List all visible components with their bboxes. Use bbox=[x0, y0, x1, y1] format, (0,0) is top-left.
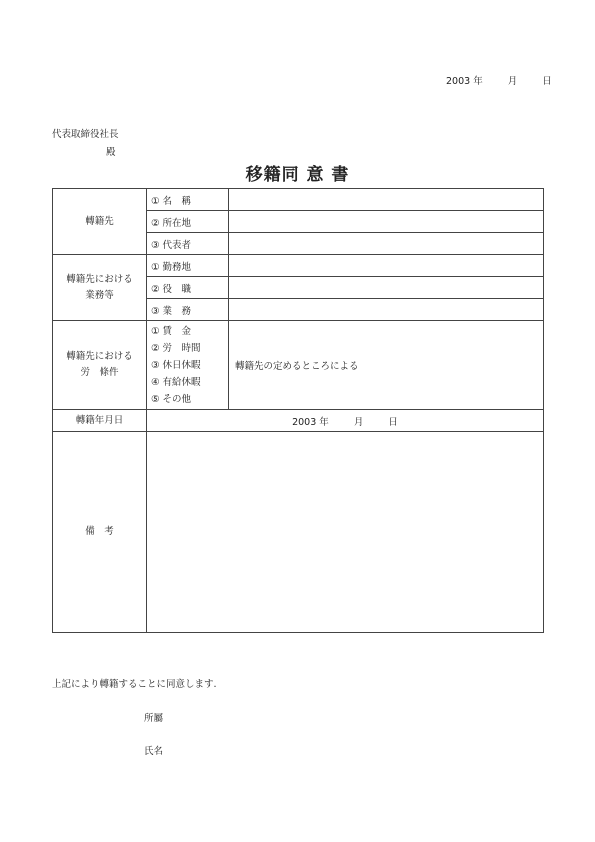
date-year: 2003 年 bbox=[446, 76, 483, 87]
position-field[interactable] bbox=[229, 277, 544, 299]
conditions-label bbox=[53, 321, 147, 410]
duties-label bbox=[53, 255, 147, 321]
conditions-items bbox=[147, 321, 229, 410]
duty-field[interactable] bbox=[229, 299, 544, 321]
name-label: 氏名 bbox=[144, 746, 164, 757]
affiliation-label: 所屬 bbox=[144, 713, 164, 724]
condition-item-holidays: ③ 休日休暇 bbox=[151, 359, 201, 371]
destination-name-field[interactable] bbox=[229, 189, 544, 211]
condition-item-other: ⑤ その他 bbox=[151, 393, 192, 405]
table-row bbox=[53, 321, 544, 410]
condition-item-hours: ② 労 時間 bbox=[151, 342, 201, 354]
remarks-field[interactable] bbox=[147, 432, 544, 633]
document-date bbox=[446, 73, 552, 87]
transfer-date-label: 轉籍年月日 bbox=[53, 410, 147, 432]
transfer-date-year: 2003 年 bbox=[292, 416, 329, 428]
honorific: 殿 bbox=[106, 147, 116, 158]
conditions-label-line1: 轉籍先における bbox=[66, 351, 133, 362]
transfer-date-month: 月 bbox=[353, 416, 364, 428]
table-row bbox=[53, 255, 544, 277]
destination-representative-label: ③ 代表者 bbox=[147, 233, 229, 255]
condition-item-paid-leave: ④ 有給休暇 bbox=[151, 376, 201, 388]
duties-label-line2: 業務等 bbox=[85, 289, 114, 301]
conditions-label-line2: 労 條件 bbox=[80, 367, 119, 378]
date-month: 月 bbox=[507, 76, 518, 87]
conditions-value: 轉籍先の定めるところによる bbox=[229, 321, 544, 410]
date-day: 日 bbox=[542, 76, 552, 87]
destination-name-label: ① 名 稱 bbox=[147, 189, 229, 211]
workplace-field[interactable] bbox=[229, 255, 544, 277]
workplace-label: ① 勤務地 bbox=[147, 255, 229, 277]
condition-item-wages: ① 賃 金 bbox=[151, 325, 192, 337]
destination-representative-field[interactable] bbox=[229, 233, 544, 255]
consent-statement: 上記により轉籍することに同意します. bbox=[52, 679, 217, 690]
table-row bbox=[53, 432, 544, 633]
consent-form-table bbox=[52, 188, 544, 633]
duties-label-line1: 轉籍先における bbox=[66, 273, 133, 285]
transfer-date-field[interactable] bbox=[147, 410, 544, 432]
destination-address-label: ② 所在地 bbox=[147, 211, 229, 233]
table-row bbox=[53, 410, 544, 432]
remarks-label: 備 考 bbox=[53, 432, 147, 633]
position-label: ② 役 職 bbox=[147, 277, 229, 299]
addressee: 代表取締役社長 bbox=[52, 129, 119, 140]
duty-label: ③ 業 務 bbox=[147, 299, 229, 321]
document-title: 移籍同 意 書 bbox=[245, 165, 350, 185]
transfer-date-day: 日 bbox=[388, 416, 398, 428]
destination-address-field[interactable] bbox=[229, 211, 544, 233]
destination-label: 轉籍先 bbox=[53, 189, 147, 255]
table-row bbox=[53, 189, 544, 211]
